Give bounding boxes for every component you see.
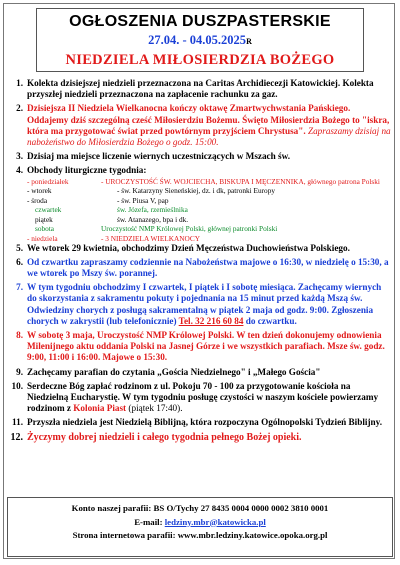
announcement-3 xyxy=(8,151,392,162)
sunday-name: NIEDZIELA MIŁOSIERDZIA BOŻEGO xyxy=(65,52,335,68)
item-number: 11. xyxy=(12,417,23,428)
announcement-7 xyxy=(8,282,392,327)
item-number: 7. xyxy=(16,282,23,293)
item-number: 10. xyxy=(11,380,23,391)
date-range-text: 27.04. - 04.05.2025 xyxy=(148,33,247,47)
item-text-end: do czwartku. xyxy=(245,315,297,326)
email-label: E-mail: xyxy=(134,516,163,527)
bank-account: Konto naszej parafii: BS O/Tychy 27 8435 0004 0000 0002 3810 0001 xyxy=(71,503,329,513)
item-number: 6. xyxy=(16,256,23,267)
item-number: 5. xyxy=(16,242,23,253)
item-text: W sobotę 3 maja, Uroczystość NMP Królowej Polski. W ten dzień dokonujemy odnowienia Milenijnego aktu oddania Polski na Jasnej Górze i we wszystkich parafiach. Msze św. godz. 9:00, 11:00 i 16:00. Majowe o 15:30. xyxy=(27,330,385,363)
item-text: Przyszła niedziela jest Niedzielą Biblijną, która rozpoczyna Ogólnopolski Tydzień Biblijny. xyxy=(27,417,382,428)
item-number: 3. xyxy=(16,151,23,162)
announcement-9 xyxy=(8,367,392,378)
item-number: 4. xyxy=(16,165,23,176)
item-number: 2. xyxy=(16,103,23,114)
announcement-11 xyxy=(8,417,392,428)
header-box xyxy=(36,8,364,72)
item-number: 8. xyxy=(16,330,23,341)
website: Strona internetowa parafii: www.mbr.ledziny.katowice.opoka.org.pl xyxy=(72,530,328,540)
parish-phone: Tel. 32 216 60 84 xyxy=(178,315,244,326)
date-range xyxy=(37,33,363,49)
page-title: OGŁOSZENIA DUSZPASTERSKIE xyxy=(69,13,331,30)
liturgy-table: - poniedziałek - UROCZYSTOŚĆ ŚW. WOJCIECHA, BISKUPA I MĘCZENNIKA, głównego patrona Polski - wtorek - św. Katarzyny Sieneńskiej, dz. i dk, patronki Europy - środa - św. Piusa V, pap czwartek św. Józefa, rzemieślnika piątek św. Atanazego, bpa i dk. sobota Uroczystość NMP Królowej Polski, głównej patronki Polski - niedziela - 3 NIEDZIELA WIELKANOCY xyxy=(27,176,380,243)
announcement-4 xyxy=(8,165,392,176)
announcement-6 xyxy=(8,257,392,279)
item-number: 9. xyxy=(16,366,23,377)
item-number: 12. xyxy=(10,431,23,443)
announcement-10 xyxy=(8,381,392,415)
item-text: W tym tygodniu obchodzimy I czwartek, I piątek i I sobotę miesiąca. xyxy=(27,282,296,293)
email-line xyxy=(8,516,392,530)
item-text: We wtorek 29 kwietnia, obchodzimy Dzień Męczeństwa Duchowieństwa Polskiego. xyxy=(27,242,350,253)
item-number: 1. xyxy=(16,78,23,88)
item-text: Od czwartku zapraszamy codziennie na Nabożeństwa majowe o 16:30, w niedzielę o 15:30, a we wtorek po Mszy św. porannej. xyxy=(27,256,389,279)
announcement-8 xyxy=(8,330,392,364)
announcement-1 xyxy=(8,78,392,100)
cleaning-place: Kolonia Piast xyxy=(73,403,127,414)
item-text: Dzisiaj ma miejsce liczenie wiernych uczestniczących w Mszach św. xyxy=(27,151,291,162)
item-text: Dzisiejsza II Niedziela Wielkanocna kończy oktawę Zmartwychwstania Pańskiego. Oddajemy dziś szczególną cześć Miłosierdziu Bożemu. Święto Miłosierdzia Bożego to "iskra, która ma przygotować świat przed powtórnym przyjściem Chrystusa". xyxy=(27,103,390,136)
announcement-12 xyxy=(8,432,392,443)
item-text: Zachęcamy parafian do czytania „Gościa Niedzielnego" i „Małego Gościa" xyxy=(27,366,321,377)
item-text: Serdeczne Bóg zapłać rodzinom z ul. Pokoju 70 - 100 za przygotowanie kościoła na Niedzielną Eucharystię. W tym tygodniu posługę czystości w naszym kościele powierzamy rodzinom z xyxy=(27,380,379,414)
footer-box xyxy=(7,497,393,557)
item-text: Kolekta dzisiejszej niedzieli przeznaczona na Caritas Archidiecezji Katowickiej. Kolekta przyszłej niedzieli przeznaczona na zapłacenie rachunku za gaz. xyxy=(27,78,374,100)
item-text-confession: Zachęcamy wiernych do skorzystania z sakramentu pokuty i pojednania na 15 minut przed każdą Mszą św. Odwiedziny chorych z posługą sakramentalną w piątek 2 maja od godz. 9:00. Zgłoszenia chorych w zakrystii (lub telefonicznie) xyxy=(27,282,382,326)
announcement-2 xyxy=(8,103,392,148)
email-link[interactable]: ledziny.mbr@katowicka.pl xyxy=(164,516,266,527)
announcement-5 xyxy=(8,243,392,254)
item-text: Życzymy dobrej niedzieli i całego tygodnia pełnego Bożej opieki. xyxy=(27,431,302,443)
item-text: Obchody liturgiczne tygodnia: xyxy=(27,165,147,176)
date-suffix: R xyxy=(246,37,252,46)
announcements-list xyxy=(8,78,392,443)
item-text-end: (piątek 17:40). xyxy=(128,403,183,414)
item-text-invitation: Zapraszamy dzisiaj na nabożeństwo do Miłosierdzia Bożego o godz. 15:00. xyxy=(27,125,391,148)
